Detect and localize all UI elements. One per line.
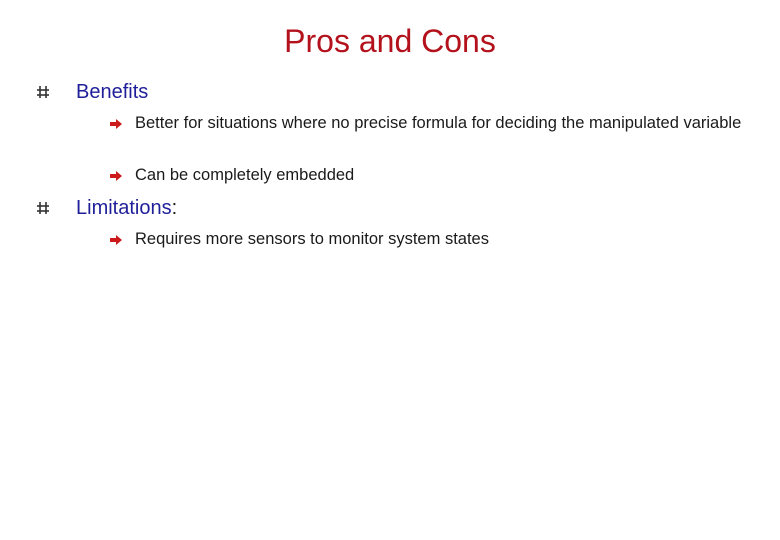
section-limitations: [36, 196, 177, 221]
arrow-bullet-icon: [110, 171, 122, 181]
section-benefits: [36, 80, 148, 105]
hash-bullet-icon: [36, 201, 50, 215]
list-item-text: Can be completely embedded: [135, 166, 355, 184]
arrow-bullet-icon: [110, 119, 122, 129]
section-heading-wrap: [76, 196, 177, 221]
hash-bullet-icon: [36, 85, 50, 99]
list-item: [110, 229, 750, 251]
section-heading: Benefits: [76, 81, 149, 103]
list-item: [110, 113, 750, 135]
list-item: [110, 165, 750, 187]
list-item-text: Better for situations where no precise formula for deciding the manipulated variable: [135, 114, 742, 132]
arrow-bullet-icon: [110, 235, 122, 245]
heading-colon: :: [171, 197, 178, 219]
section-heading: Limitations: [76, 197, 172, 219]
list-item-text: Requires more sensors to monitor system states: [135, 230, 489, 248]
slide-title: Pros and Cons: [284, 23, 496, 59]
